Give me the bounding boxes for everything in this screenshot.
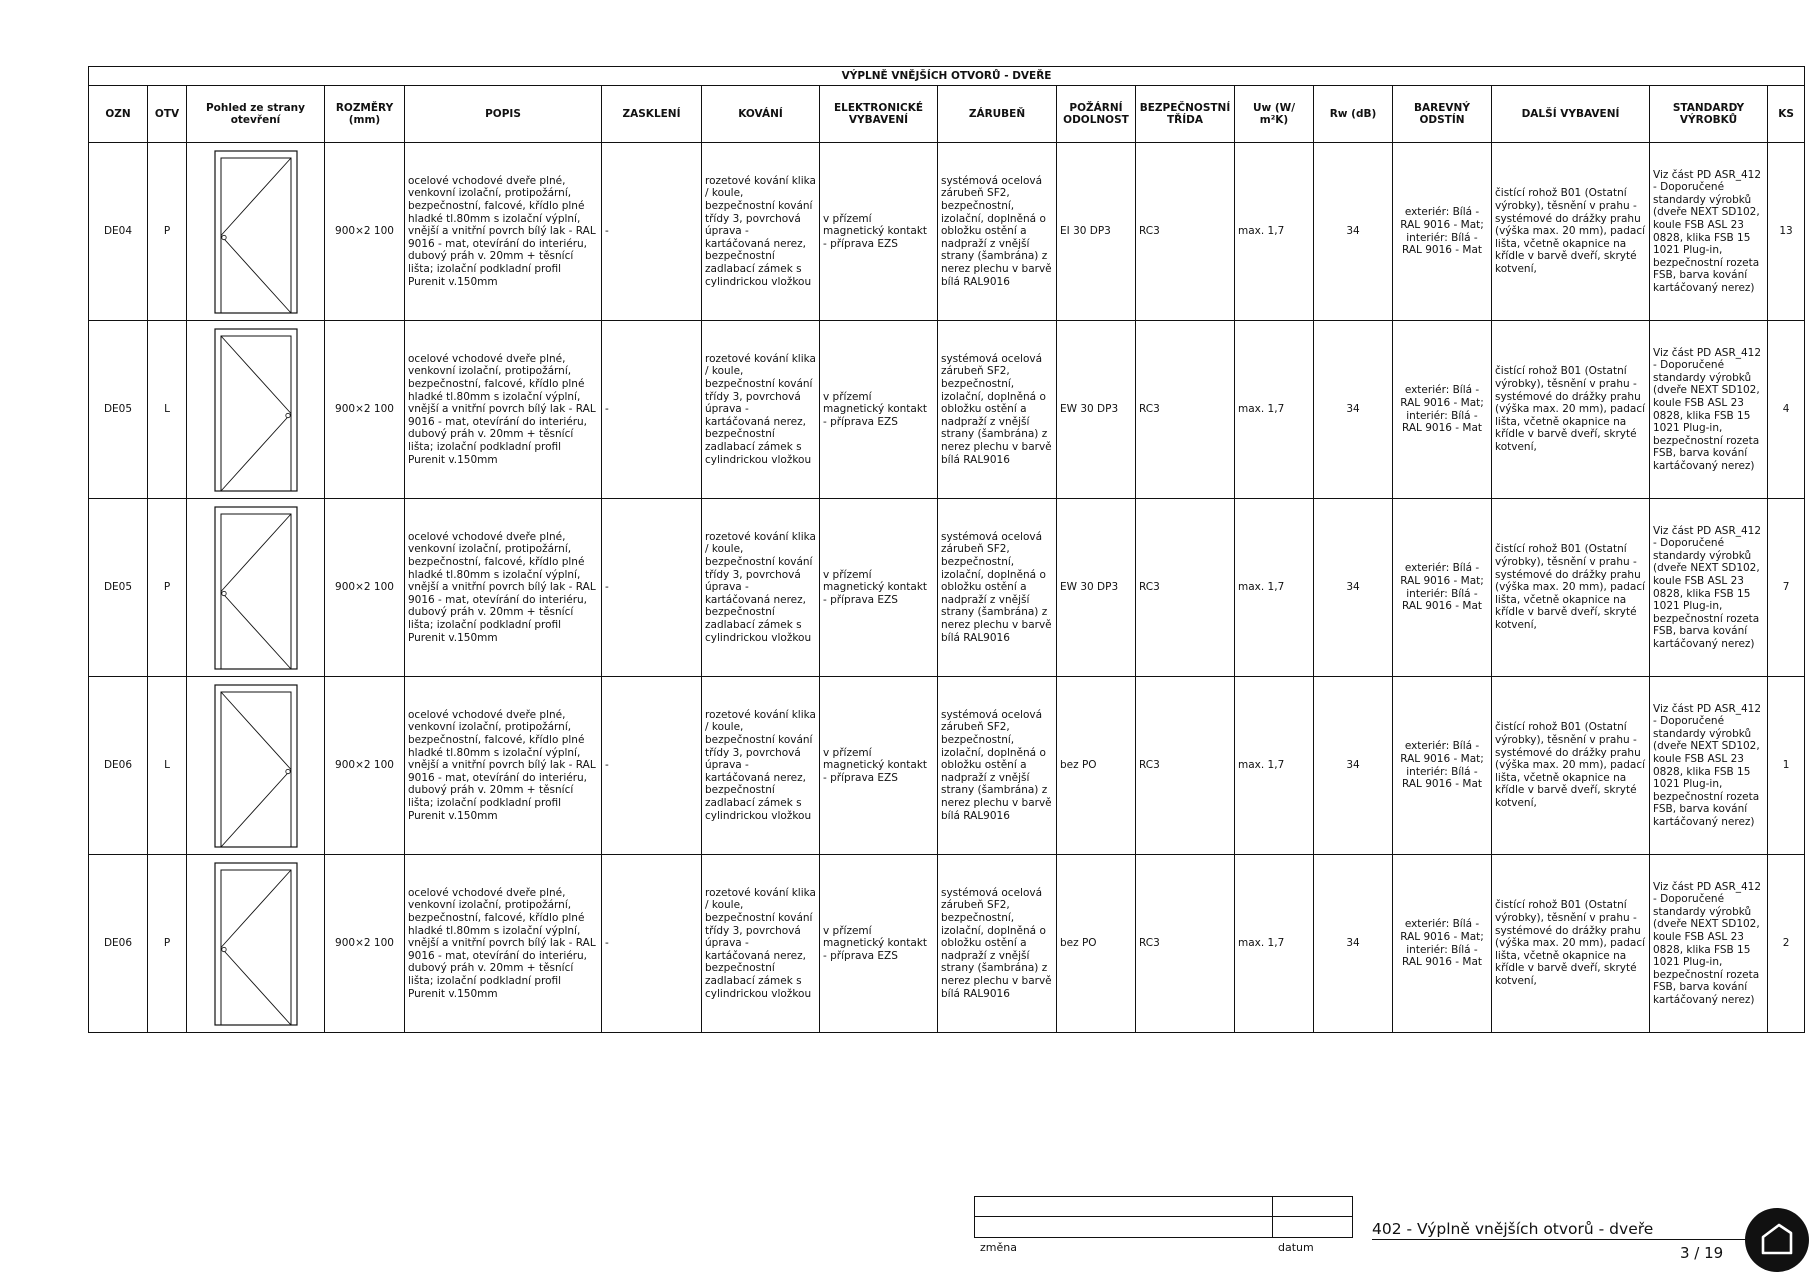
- door-leaf: [221, 336, 291, 491]
- cell-rw: 34: [1314, 855, 1393, 1033]
- cell-popis: ocelové vchodové dveře plné, venkovní izolační, protipožární, bezpečnostní, falcové, křídlo plné hladké tl.80mm s izolační výplní, vnější a vnitřní povrch bílý lak - RAL 9016 - mat, otevírání do interiéru, dubový práh v. 20mm + těsnící lišta; izolační podkladní profil Purenit v.150mm: [405, 499, 602, 677]
- header-barevny: BAREVNÝ ODSTÍN: [1393, 86, 1492, 143]
- table-title: VÝPLNĚ VNĚJŠÍCH OTVORŮ - DVEŘE: [89, 67, 1805, 86]
- cell-zaskleni: -: [602, 855, 702, 1033]
- opening-line-bottom: [221, 769, 291, 847]
- header-pohled: Pohled ze strany otevření: [187, 86, 325, 143]
- cell-zarubne: systémová ocelová zárubeň SF2, bezpečnostní, izolační, doplněná o obložku ostění a nadpraží z vnější strany (šambrána) z nerez plechu v barvě bílá RAL9016: [938, 499, 1057, 677]
- cell-dalsi: čistící rohož B01 (Ostatní výrobky), těsnění v prahu - systémové do drážky prahu (výška max. 20 mm), padací lišta, včetně okapnice na křídle v barvě dveří, skryté kotvení,: [1492, 677, 1650, 855]
- door-knob-icon: [285, 413, 289, 417]
- cell-elektro: v přízemí magnetický kontakt - příprava EZS: [820, 855, 938, 1033]
- header-dalsi: DALŠÍ VYBAVENÍ: [1492, 86, 1650, 143]
- opening-line-bottom: [221, 591, 291, 669]
- door-schedule-table: [88, 66, 1805, 1033]
- opening-line-top: [221, 870, 291, 948]
- cell-rozmery: 900×2 100: [325, 143, 405, 321]
- cell-rozmery: 900×2 100: [325, 855, 405, 1033]
- header-kovani: KOVÁNÍ: [702, 86, 820, 143]
- door-leaf: [221, 514, 291, 669]
- cell-kovani: rozetové kování klika / koule, bezpečnostní kování třídy 3, povrchová úprava - kartáčovaná nerez, bezpečnostní zadlabací zámek s cylindrickou vložkou: [702, 677, 820, 855]
- page-number: 3 / 19: [1680, 1244, 1724, 1262]
- cell-standardy: Viz část PD ASR_412 - Doporučené standardy výrobků (dveře NEXT SD102, koule FSB ASL 23 0828, klika FSB 15 1021 Plug-in, bezpečnostní rozeta FSB, barva kování kartáčovaný nerez): [1650, 499, 1768, 677]
- cell-kovani: rozetové kování klika / koule, bezpečnostní kování třídy 3, povrchová úprava - kartáčovaná nerez, bezpečnostní zadlabací zámek s cylindrickou vložkou: [702, 855, 820, 1033]
- cell-bezpecnostni: RC3: [1136, 499, 1235, 677]
- cell-dalsi: čistící rohož B01 (Ostatní výrobky), těsnění v prahu - systémové do drážky prahu (výška max. 20 mm), padací lišta, včetně okapnice na křídle v barvě dveří, skryté kotvení,: [1492, 321, 1650, 499]
- cell-zarubne: systémová ocelová zárubeň SF2, bezpečnostní, izolační, doplněná o obložku ostění a nadpraží z vnější strany (šambrána) z nerez plechu v barvě bílá RAL9016: [938, 143, 1057, 321]
- cell-dalsi: čistící rohož B01 (Ostatní výrobky), těsnění v prahu - systémové do drážky prahu (výška max. 20 mm), padací lišta, včetně okapnice na křídle v barvě dveří, skryté kotvení,: [1492, 499, 1650, 677]
- header-ozn: OZN: [89, 86, 148, 143]
- opening-line-top: [221, 158, 291, 236]
- door-elevation: [187, 499, 325, 677]
- header-ks: KS: [1768, 86, 1805, 143]
- header-standardy: STANDARDY VÝROBKŮ: [1650, 86, 1768, 143]
- cell-elektro: v přízemí magnetický kontakt - příprava EZS: [820, 677, 938, 855]
- table-row: [89, 143, 1805, 321]
- cell-rw: 34: [1314, 143, 1393, 321]
- cell-otv: P: [148, 499, 187, 677]
- cell-ozn: DE06: [89, 855, 148, 1033]
- door-elevation: [187, 143, 325, 321]
- cell-barevny: exteriér: Bílá - RAL 9016 - Mat; interiér: Bílá - RAL 9016 - Mat: [1393, 677, 1492, 855]
- cell-popis: ocelové vchodové dveře plné, venkovní izolační, protipožární, bezpečnostní, falcové, křídlo plné hladké tl.80mm s izolační výplní, vnější a vnitřní povrch bílý lak - RAL 9016 - mat, otevírání do interiéru, dubový práh v. 20mm + těsnící lišta; izolační podkladní profil Purenit v.150mm: [405, 143, 602, 321]
- header-rw: Rw (dB): [1314, 86, 1393, 143]
- cell-bezpecnostni: RC3: [1136, 321, 1235, 499]
- zmena-label: změna: [980, 1241, 1017, 1254]
- revision-column-divider: [1272, 1196, 1273, 1238]
- cell-bezpecnostni: RC3: [1136, 677, 1235, 855]
- document-title-underline: [1372, 1239, 1750, 1240]
- cell-uw: max. 1,7: [1235, 143, 1314, 321]
- door-leaf: [221, 870, 291, 1025]
- cell-ks: 4: [1768, 321, 1805, 499]
- cell-zaskleni: -: [602, 677, 702, 855]
- opening-line-bottom: [221, 413, 291, 491]
- cell-uw: max. 1,7: [1235, 499, 1314, 677]
- door-frame: [215, 329, 297, 491]
- door-elevation-icon: [214, 506, 298, 670]
- cell-ks: 7: [1768, 499, 1805, 677]
- cell-ozn: DE06: [89, 677, 148, 855]
- cell-zaskleni: -: [602, 499, 702, 677]
- header-uw: Uw (W/ m²K): [1235, 86, 1314, 143]
- cell-popis: ocelové vchodové dveře plné, venkovní izolační, protipožární, bezpečnostní, falcové, křídlo plné hladké tl.80mm s izolační výplní, vnější a vnitřní povrch bílý lak - RAL 9016 - mat, otevírání do interiéru, dubový práh v. 20mm + těsnící lišta; izolační podkladní profil Purenit v.150mm: [405, 855, 602, 1033]
- cell-ks: 1: [1768, 677, 1805, 855]
- cell-uw: max. 1,7: [1235, 677, 1314, 855]
- door-knob-icon: [221, 947, 225, 951]
- cell-ozn: DE05: [89, 321, 148, 499]
- table-row: [89, 855, 1805, 1033]
- cell-rw: 34: [1314, 499, 1393, 677]
- cell-otv: P: [148, 855, 187, 1033]
- opening-line-bottom: [221, 235, 291, 313]
- cell-rozmery: 900×2 100: [325, 321, 405, 499]
- cell-otv: P: [148, 143, 187, 321]
- door-elevation: [187, 321, 325, 499]
- cell-ks: 13: [1768, 143, 1805, 321]
- cell-standardy: Viz část PD ASR_412 - Doporučené standardy výrobků (dveře NEXT SD102, koule FSB ASL 23 0828, klika FSB 15 1021 Plug-in, bezpečnostní rozeta FSB, barva kování kartáčovaný nerez): [1650, 855, 1768, 1033]
- cell-kovani: rozetové kování klika / koule, bezpečnostní kování třídy 3, povrchová úprava - kartáčovaná nerez, bezpečnostní zadlabací zámek s cylindrickou vložkou: [702, 143, 820, 321]
- cell-uw: max. 1,7: [1235, 321, 1314, 499]
- door-elevation-icon: [214, 862, 298, 1026]
- cell-otv: L: [148, 321, 187, 499]
- header-pozarni: POŽÁRNÍ ODOLNOST: [1057, 86, 1136, 143]
- table-row: [89, 677, 1805, 855]
- house-logo-icon: [1744, 1207, 1810, 1277]
- cell-ks: 2: [1768, 855, 1805, 1033]
- cell-pozarni: EI 30 DP3: [1057, 143, 1136, 321]
- cell-elektro: v přízemí magnetický kontakt - příprava EZS: [820, 499, 938, 677]
- door-knob-icon: [221, 235, 225, 239]
- cell-rozmery: 900×2 100: [325, 499, 405, 677]
- revision-grid: [974, 1196, 1353, 1238]
- door-elevation: [187, 677, 325, 855]
- door-elevation-icon: [214, 684, 298, 848]
- cell-rw: 34: [1314, 677, 1393, 855]
- door-frame: [215, 863, 297, 1025]
- cell-barevny: exteriér: Bílá - RAL 9016 - Mat; interiér: Bílá - RAL 9016 - Mat: [1393, 855, 1492, 1033]
- door-frame: [215, 685, 297, 847]
- table-row: [89, 321, 1805, 499]
- opening-line-bottom: [221, 947, 291, 1025]
- opening-line-top: [221, 336, 291, 414]
- cell-ozn: DE05: [89, 499, 148, 677]
- cell-barevny: exteriér: Bílá - RAL 9016 - Mat; interiér: Bílá - RAL 9016 - Mat: [1393, 499, 1492, 677]
- cell-zarubne: systémová ocelová zárubeň SF2, bezpečnostní, izolační, doplněná o obložku ostění a nadpraží z vnější strany (šambrána) z nerez plechu v barvě bílá RAL9016: [938, 321, 1057, 499]
- opening-line-top: [221, 514, 291, 592]
- cell-zarubne: systémová ocelová zárubeň SF2, bezpečnostní, izolační, doplněná o obložku ostění a nadpraží z vnější strany (šambrána) z nerez plechu v barvě bílá RAL9016: [938, 677, 1057, 855]
- header-otv: OTV: [148, 86, 187, 143]
- cell-barevny: exteriér: Bílá - RAL 9016 - Mat; interiér: Bílá - RAL 9016 - Mat: [1393, 143, 1492, 321]
- cell-otv: L: [148, 677, 187, 855]
- table-row: [89, 499, 1805, 677]
- header-rozmery: ROZMĚRY (mm): [325, 86, 405, 143]
- header-popis: POPIS: [405, 86, 602, 143]
- cell-pozarni: bez PO: [1057, 855, 1136, 1033]
- cell-rw: 34: [1314, 321, 1393, 499]
- door-elevation-icon: [214, 150, 298, 314]
- cell-zarubne: systémová ocelová zárubeň SF2, bezpečnostní, izolační, doplněná o obložku ostění a nadpraží z vnější strany (šambrána) z nerez plechu v barvě bílá RAL9016: [938, 855, 1057, 1033]
- cell-zaskleni: -: [602, 143, 702, 321]
- cell-pozarni: EW 30 DP3: [1057, 321, 1136, 499]
- datum-label: datum: [1278, 1241, 1314, 1254]
- cell-uw: max. 1,7: [1235, 855, 1314, 1033]
- door-knob-icon: [221, 591, 225, 595]
- revision-block: [974, 1196, 1353, 1254]
- cell-pozarni: bez PO: [1057, 677, 1136, 855]
- door-frame: [215, 507, 297, 669]
- cell-dalsi: čistící rohož B01 (Ostatní výrobky), těsnění v prahu - systémové do drážky prahu (výška max. 20 mm), padací lišta, včetně okapnice na křídle v barvě dveří, skryté kotvení,: [1492, 143, 1650, 321]
- door-elevation: [187, 855, 325, 1033]
- cell-pozarni: EW 30 DP3: [1057, 499, 1136, 677]
- cell-kovani: rozetové kování klika / koule, bezpečnostní kování třídy 3, povrchová úprava - kartáčovaná nerez, bezpečnostní zadlabací zámek s cylindrickou vložkou: [702, 321, 820, 499]
- cell-barevny: exteriér: Bílá - RAL 9016 - Mat; interiér: Bílá - RAL 9016 - Mat: [1393, 321, 1492, 499]
- opening-line-top: [221, 692, 291, 770]
- cell-elektro: v přízemí magnetický kontakt - příprava EZS: [820, 321, 938, 499]
- cell-popis: ocelové vchodové dveře plné, venkovní izolační, protipožární, bezpečnostní, falcové, křídlo plné hladké tl.80mm s izolační výplní, vnější a vnitřní povrch bílý lak - RAL 9016 - mat, otevírání do interiéru, dubový práh v. 20mm + těsnící lišta; izolační podkladní profil Purenit v.150mm: [405, 677, 602, 855]
- document-title: 402 - Výplně vnějších otvorů - dveře: [1372, 1220, 1654, 1238]
- door-leaf: [221, 158, 291, 313]
- header-bezpecnostni: BEZPEČNOSTNÍ TŘÍDA: [1136, 86, 1235, 143]
- cell-standardy: Viz část PD ASR_412 - Doporučené standardy výrobků (dveře NEXT SD102, koule FSB ASL 23 0828, klika FSB 15 1021 Plug-in, bezpečnostní rozeta FSB, barva kování kartáčovaný nerez): [1650, 143, 1768, 321]
- cell-popis: ocelové vchodové dveře plné, venkovní izolační, protipožární, bezpečnostní, falcové, křídlo plné hladké tl.80mm s izolační výplní, vnější a vnitřní povrch bílý lak - RAL 9016 - mat, otevírání do interiéru, dubový práh v. 20mm + těsnící lišta; izolační podkladní profil Purenit v.150mm: [405, 321, 602, 499]
- cell-elektro: v přízemí magnetický kontakt - příprava EZS: [820, 143, 938, 321]
- door-frame: [215, 151, 297, 313]
- cell-dalsi: čistící rohož B01 (Ostatní výrobky), těsnění v prahu - systémové do drážky prahu (výška max. 20 mm), padací lišta, včetně okapnice na křídle v barvě dveří, skryté kotvení,: [1492, 855, 1650, 1033]
- header-zaskleni: ZASKLENÍ: [602, 86, 702, 143]
- cell-bezpecnostni: RC3: [1136, 143, 1235, 321]
- door-elevation-icon: [214, 328, 298, 492]
- header-zarubne: ZÁRUBEŇ: [938, 86, 1057, 143]
- cell-rozmery: 900×2 100: [325, 677, 405, 855]
- door-knob-icon: [285, 769, 289, 773]
- cell-bezpecnostni: RC3: [1136, 855, 1235, 1033]
- cell-ozn: DE04: [89, 143, 148, 321]
- cell-standardy: Viz část PD ASR_412 - Doporučené standardy výrobků (dveře NEXT SD102, koule FSB ASL 23 0828, klika FSB 15 1021 Plug-in, bezpečnostní rozeta FSB, barva kování kartáčovaný nerez): [1650, 321, 1768, 499]
- revision-divider: [974, 1216, 1353, 1217]
- cell-standardy: Viz část PD ASR_412 - Doporučené standardy výrobků (dveře NEXT SD102, koule FSB ASL 23 0828, klika FSB 15 1021 Plug-in, bezpečnostní rozeta FSB, barva kování kartáčovaný nerez): [1650, 677, 1768, 855]
- cell-zaskleni: -: [602, 321, 702, 499]
- header-elektro: ELEKTRONICKÉ VYBAVENÍ: [820, 86, 938, 143]
- cell-kovani: rozetové kování klika / koule, bezpečnostní kování třídy 3, povrchová úprava - kartáčovaná nerez, bezpečnostní zadlabací zámek s cylindrickou vložkou: [702, 499, 820, 677]
- door-leaf: [221, 692, 291, 847]
